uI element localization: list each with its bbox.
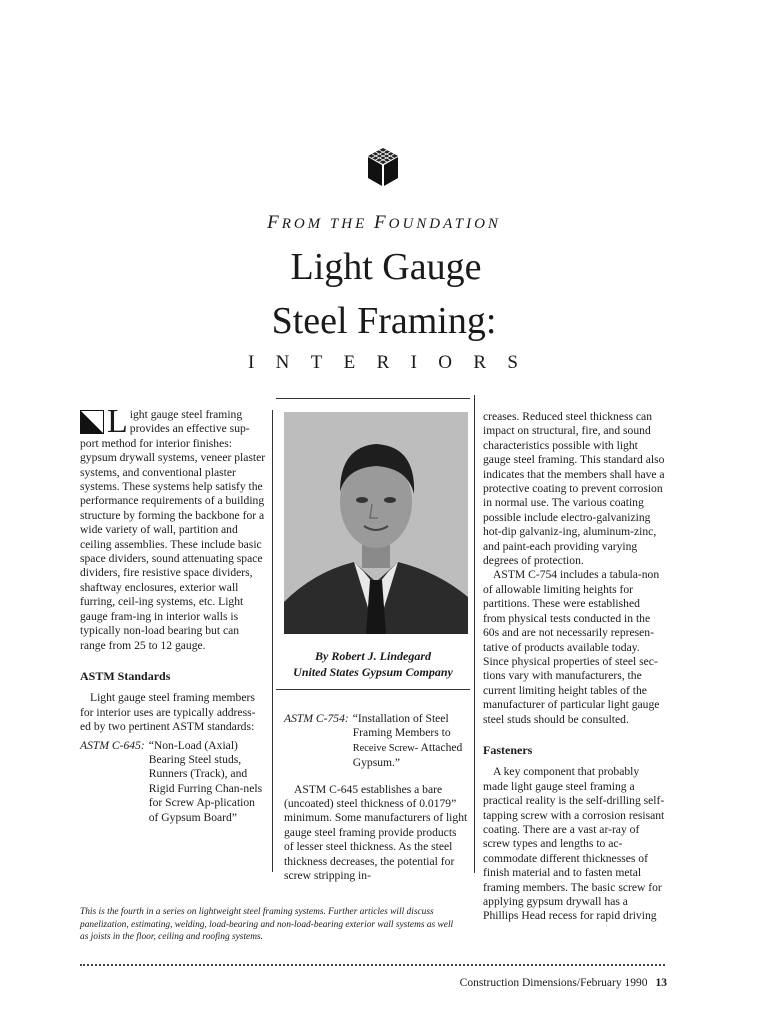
series-footnote: This is the fourth in a series on lightweight steel framing systems. Further articles will discuss panelization, estimating, welding, load-bearing and non-load-bearing exterior wall systems as well as joists in the floor, ceiling and roofing systems. (80, 907, 454, 943)
cube-logo-icon (366, 146, 400, 188)
subtitle-letter: I (410, 352, 417, 373)
subtitle-letter: E (343, 352, 356, 373)
article-title-line-1: Light Gauge (290, 246, 482, 288)
reference-label: ASTM C-645: (80, 738, 145, 752)
page-number: 13 (655, 977, 667, 989)
reference-text-part: “Installation of Steel Framing Members to (352, 712, 451, 740)
paragraph: Light gauge steel framing members for interior uses are typically address-ed by two pertinent ASTM standards: (80, 691, 256, 734)
paragraph: creases. Reduced steel thickness can impact on structural, fire, and sound characteristics possible with light gauge steel framing. This standard also indicates that the members shall have a protective coating to prevent corrosion in normal use. The various coating possible include electro-galvanizing hot-dip galvaniz-ing, aluminum-zinc, and paint-each providing varying degrees of protection. (483, 410, 665, 568)
subtitle-letter: O (438, 352, 452, 373)
page-footer (400, 977, 667, 989)
photo-top-rule (276, 398, 470, 399)
dropcap-triangle-icon (80, 410, 104, 434)
reference-text: “Non-Load (Axial) Bearing Steel studs, Runners (Track), and Rigid Furring Chan-nels for Screw Ap-plication of Gypsum Board” (148, 738, 263, 824)
paragraph: A key component that probably made light gauge steel framing a practical reality is the self-drilling self-tapping screw with a corrosion resisant coating. There are a vast ar-ray of screw types and lengths to ac-commodate different thicknesses of finish material and to fasten metal framing members. The basic screw for applying gypsum drywall has a Phillips Head recess for rapid driving (483, 765, 665, 923)
column-divider (474, 395, 475, 873)
reference-astm-c754 (284, 712, 468, 771)
reference-label: ASTM C-754: (284, 712, 349, 725)
column-divider (272, 410, 273, 872)
section-heading-fasteners: Fasteners (483, 742, 533, 757)
kicker-part: OUNDATION (388, 216, 501, 232)
column-3 (483, 410, 665, 924)
byline-bottom-rule (276, 689, 470, 690)
subtitle-letter: R (376, 352, 390, 373)
article-subtitle (248, 352, 518, 374)
kicker-part: ROM THE (281, 216, 375, 232)
publication-name: Construction Dimensions/February 1990 (459, 977, 648, 989)
author-name: By Robert J. Lindegard (315, 649, 431, 663)
column-2 (284, 708, 468, 883)
article-title-line-2: Steel Framing: (271, 300, 497, 342)
kicker-part: F (374, 212, 389, 233)
subtitle-letter: I (248, 352, 255, 373)
reference-text-part: Receive Screw- (352, 742, 419, 754)
dropcap-letter: L (107, 403, 128, 440)
author-company: United States Gypsum Company (293, 665, 453, 679)
footer-dotted-rule (80, 964, 665, 966)
subtitle-letter: R (473, 352, 487, 373)
reference-text (353, 712, 468, 771)
subtitle-letter: N (275, 352, 290, 373)
paragraph: ASTM C-645 establishes a bare (uncoated) steel thickness of 0.0179” minimum. Some manufacturers of light gauge steel framing provide products of lesser steel thickness. As the steel thickness decreases, the potential for screw stripping in- (284, 782, 468, 883)
intro-paragraph: ight gauge steel framing provides an effective sup-port method for interior finishes: gypsum drywall systems, veneer plaster systems, and conventional plaster systems. These systems help satisfy the performance requirements of a building structure by forming the backbone for a wide variety of wall, partition and ceiling assemblies. These include basic space dividers, sound attenuating space dividers, fire resistive space dividers, shaftway enclosures, exterior wall furring, ceil-ing systems, etc. Light gauge fram-ing in interior walls is typically non-load bearing but can range from 25 to 12 gauge. (80, 408, 266, 652)
reference-text-part: Attached Gypsum.” (352, 740, 463, 770)
subtitle-letter: S (507, 352, 518, 373)
author-byline (276, 648, 470, 680)
reference-astm-c645 (80, 739, 266, 825)
section-kicker (0, 212, 768, 234)
kicker-part: F (267, 212, 282, 233)
author-photo (284, 412, 468, 634)
column-1 (80, 403, 266, 825)
subtitle-letter: T (310, 352, 323, 373)
paragraph: ASTM C-754 includes a tabula-non of allowable limiting heights for partitions. These were established from physical tests conducted in the 60s and are not necessarily represen-tative of products available today. Since physical properties of steel sec-tions vary with manufacturers, the current limiting height tables of the manufacturer of particular light gauge steel studs should be consulted. (483, 568, 660, 726)
section-heading-astm: ASTM Standards (80, 668, 171, 683)
